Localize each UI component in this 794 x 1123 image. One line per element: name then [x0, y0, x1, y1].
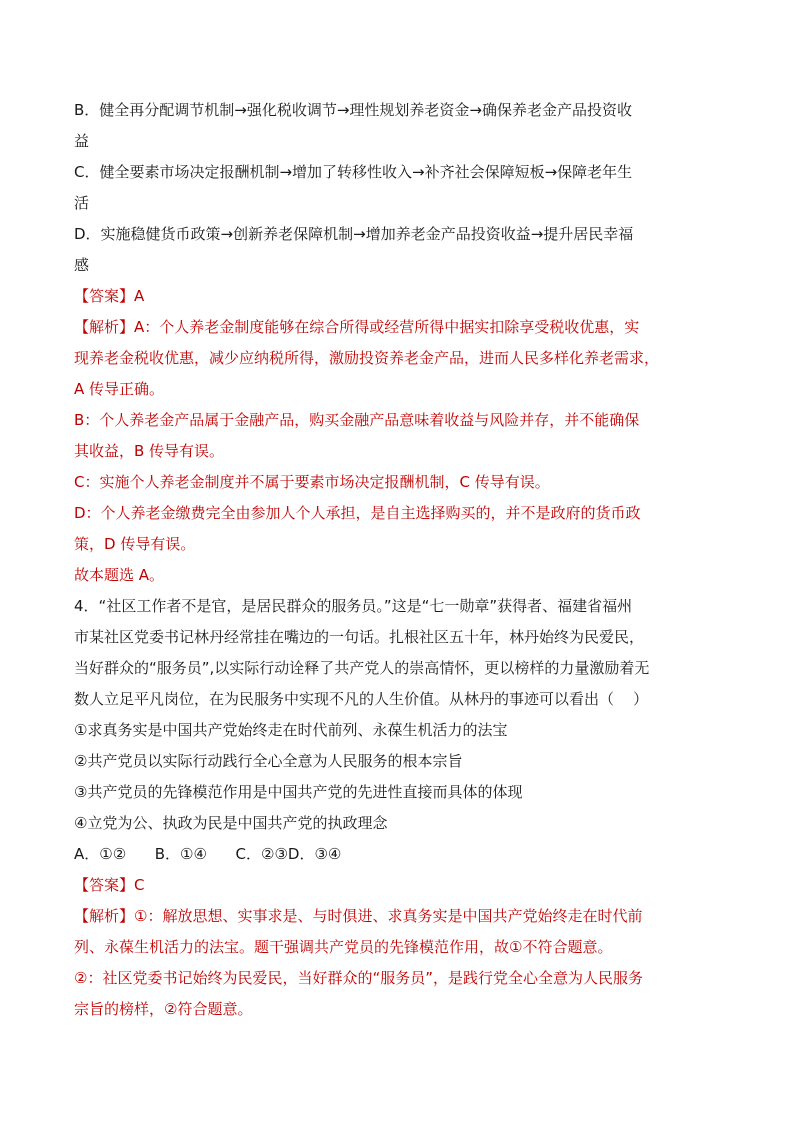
q4-answer-value: C — [134, 876, 145, 894]
q3-answer — [74, 281, 684, 312]
q3-analysis-c-line1: C：实施个人养老金制度并不属于要素市场决定报酬机制，C 传导有误。 — [74, 473, 550, 491]
q4-item-4: ④立党为公、执政为民是中国共产党的执政理念 — [74, 814, 388, 832]
q4-analysis-p1-line1 — [74, 901, 684, 932]
q3-option-c-line1: C．健全要素市场决定报酬机制→增加了转移性收入→补齐社会保障短板→保障老年生 — [74, 163, 633, 181]
q4-answer — [74, 870, 684, 901]
q3-analysis-b-line1: B：个人养老金产品属于金融产品，购买金融产品意味着收益与风险并存，并不能确保 — [74, 411, 640, 429]
q3-analysis-d-line2: 策，D 传导有误。 — [74, 535, 196, 553]
q4-stem-line4: 数人立足平凡岗位，在为民服务中实现不凡的人生价值。从林丹的事迹可以看出（ ） — [74, 690, 649, 708]
q3-analysis-a-text: A：个人养老金制度能够在综合所得或经营所得中据实扣除享受税收优惠，实 — [134, 318, 640, 336]
q4-stem-line3: 当好群众的“服务员”,以实际行动诠释了共产党人的崇高情怀，更以榜样的力量激励着无 — [74, 659, 650, 677]
q3-analysis-conclusion: 故本题选 A。 — [74, 566, 165, 584]
q4-analysis-p2-line2: 宗旨的榜样，②符合题意。 — [74, 1000, 253, 1018]
q3-analysis-b-line2: 其收益，B 传导有误。 — [74, 442, 225, 460]
q3-answer-value: A — [134, 287, 145, 305]
q3-option-d-line2: 感 — [74, 256, 90, 274]
q3-analysis-a-line1 — [74, 312, 684, 343]
q4-stem-line2: 市某社区党委书记林丹经常挂在嘴边的一句话。扎根社区五十年，林丹始终为民爱民， — [74, 628, 645, 646]
q3-analysis-a-line3: A 传导正确。 — [74, 380, 165, 398]
q3-option-c-line2: 活 — [74, 194, 90, 212]
q4-analysis-p1-text: ①：解放思想、实事求是、与时俱进、求真务实是中国共产党始终走在时代前 — [134, 907, 643, 925]
q4-choices: A．①② B．①④ C．②③D．③④ — [74, 845, 342, 863]
q4-item-1: ①求真务实是中国共产党始终走在时代前列、永葆生机活力的法宝 — [74, 721, 508, 739]
q3-analysis-d-line1: D：个人养老金缴费完全由参加人个人承担，是自主选择购买的，并不是政府的货币政 — [74, 504, 641, 522]
q3-analysis-label: 【解析】 — [74, 318, 135, 336]
q4-stem-line1: 4．“社区工作者不是官，是居民群众的服务员。”这是“七一勋章”获得者、福建省福州 — [74, 597, 633, 615]
q3-analysis-a-line2: 现养老金税收优惠，减少应纳税所得，激励投资养老金产品，进而人民多样化养老需求， — [74, 349, 660, 367]
q4-item-2: ②共产党员以实际行动践行全心全意为人民服务的根本宗旨 — [74, 752, 463, 770]
q3-option-d-line1: D．实施稳健货币政策→创新养老保障机制→增加养老金产品投资收益→提升居民幸福 — [74, 225, 634, 243]
q3-answer-label: 【答案】 — [74, 287, 135, 305]
q4-analysis-p2-line1: ②：社区党委书记始终为民爱民，当好群众的“服务员”，是践行党全心全意为人民服务 — [74, 969, 643, 987]
q4-analysis-p1-line2: 列、永葆生机活力的法宝。题干强调共产党员的先锋模范作用，故①不符合题意。 — [74, 938, 613, 956]
q4-item-3: ③共产党员的先锋模范作用是中国共产党的先进性直接而具体的体现 — [74, 783, 523, 801]
q3-option-b-line2: 益 — [74, 132, 90, 150]
document-page — [74, 95, 684, 1025]
q4-answer-label: 【答案】 — [74, 876, 135, 894]
q3-option-b-line1: B．健全再分配调节机制→强化税收调节→理性规划养老资金→确保养老金产品投资收 — [74, 101, 632, 119]
q4-analysis-label: 【解析】 — [74, 907, 135, 925]
